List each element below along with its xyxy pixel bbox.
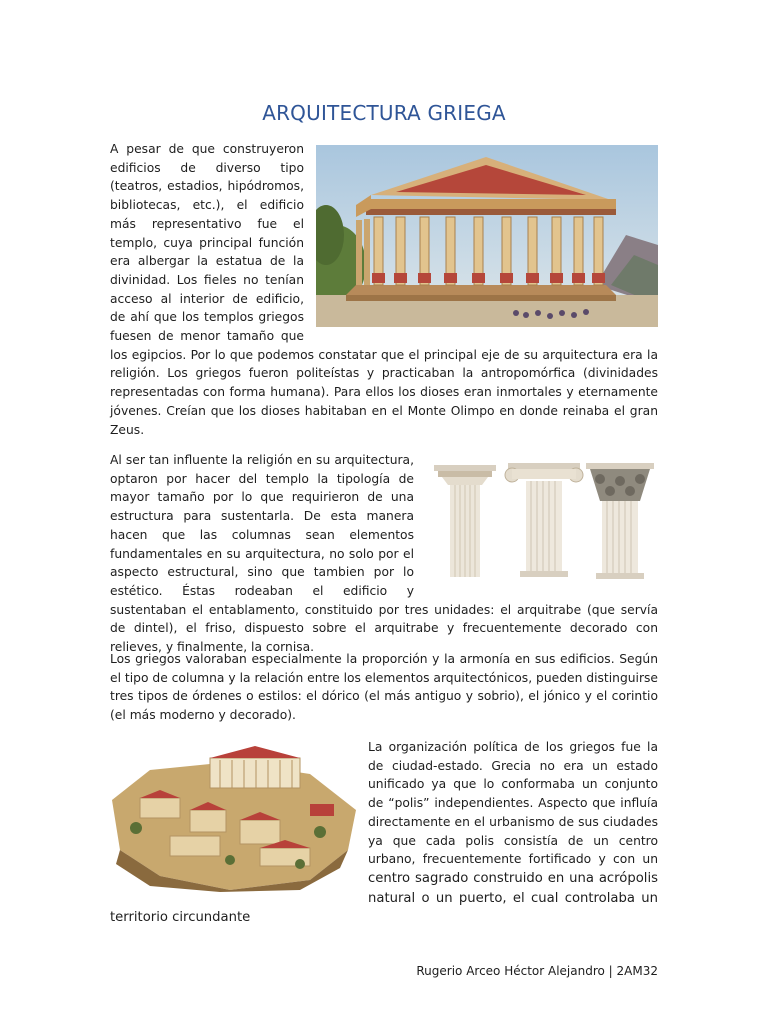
footer-author: Rugerio Arceo Héctor Alejandro | 2AM32 — [416, 964, 658, 978]
paragraph-1-text: A pesar de que construyeron edificios de diverso tipo (teatros, estadios, hipódromos, bibliotecas, etc.), el edificio más representativo fue el templo, cuya principal función era albergar la estatua de la divinidad. Los fieles no tenían acceso al interior de edificio, de ahí que los templos griegos fuesen de menor tamaño que los egipcios. Por lo que podemos constatar que el principal eje de su arquitectura era la religión. Los griegos fueron politeístas y practicaban la antropomórfica (divinidades representadas con forma humana). Para ellos los dioses eran inmortales y eternamente jóvenes. Creían que los dioses habitaban en el Monte Olimpo en donde reinaba el gran Zeus. — [110, 142, 658, 437]
paragraph-4-tail: centro sagrado construido en una acrópolis natural o un puerto, el cual controlaba un territorio circundante — [110, 870, 658, 926]
paragraph-temple — [110, 140, 658, 439]
temple-illustration — [316, 145, 658, 327]
paragraph-4-text: La organización política de los griegos fue la de ciudad-estado. Grecia no era un estado unificado ya que lo conformaba un conjunto de “polis” independientes. Aspecto que influía directamente en el urbanismo de sus ciudades ya que cada polis consistía de un centro urbano, frecuentemente fortificado y con un — [368, 740, 658, 867]
page-title: ARQUITECTURA GRIEGA — [262, 101, 506, 126]
paragraph-orders — [110, 650, 658, 725]
paragraph-3-text: Los griegos valoraban especialmente la proporción y la armonía en sus edificios. Según el tipo de columna y la relación entre los elementos arquitectónicos, pueden distinguirse tres tipos de órdenes o estilos: el dórico (el más antiguo y sobrio), el jónico y el corintio (el más moderno y decorado). — [110, 652, 658, 723]
paragraph-2-text: Al ser tan influente la religión en su arquitectura, optaron por hacer del templo la tipología de mayor tamaño por lo que requirieron de una estructura para sustentarla. De esta manera hacen que las columnas sean elementos fundamentales en su arquitectura, no solo por el aspecto estructural, sino que tambien por lo estético. Éstas rodeaban el edificio y sustentaban el entablamento, constituido por tres unidades: el arquitrabe (que servía de dintel), el friso, dispuesto sobre el arquitrabe y frecuentemente decorado con relieves, y finalmente, la cornisa. — [110, 453, 658, 655]
paragraph-columns — [110, 451, 658, 657]
column-orders-illustration — [428, 459, 658, 581]
paragraph-polis — [110, 738, 658, 928]
acropolis-illustration — [110, 740, 358, 892]
